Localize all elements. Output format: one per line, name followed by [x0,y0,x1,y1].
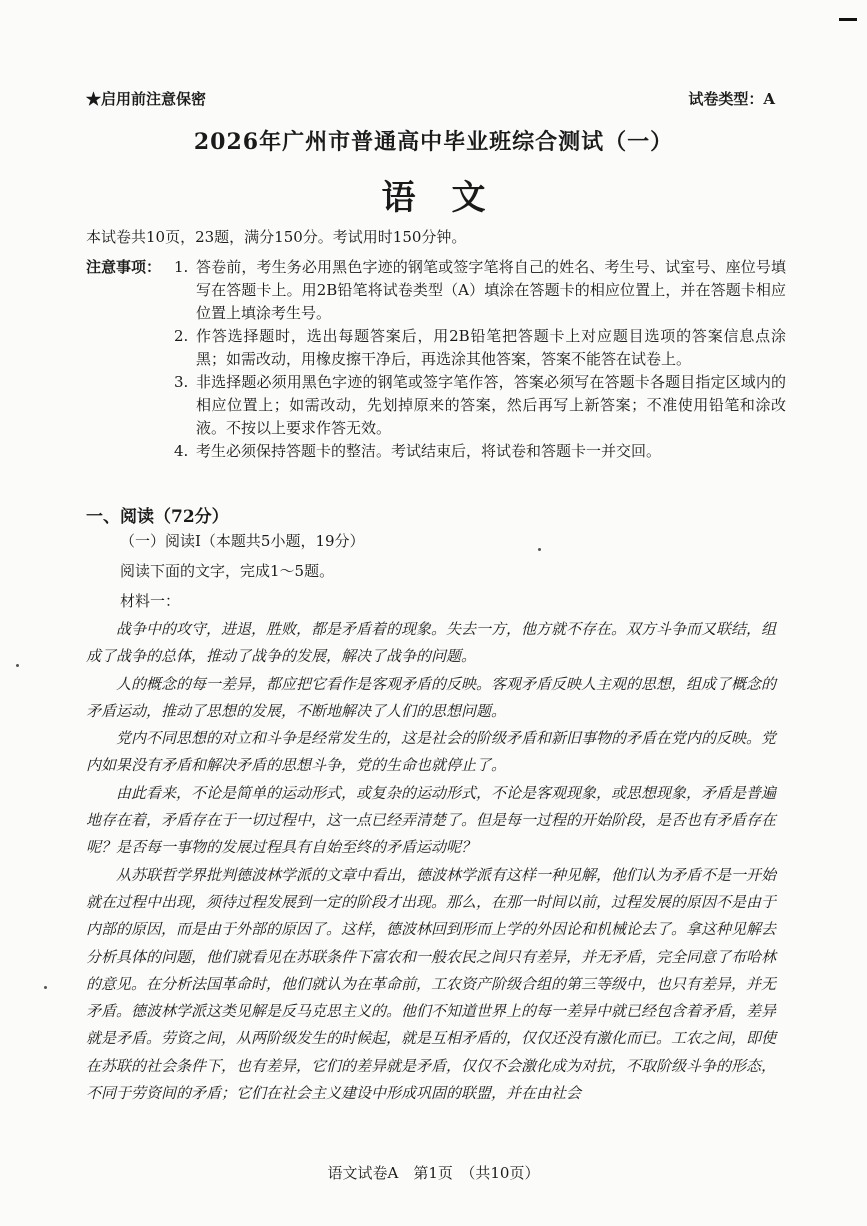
subsection-heading: （一）阅读Ⅰ（本题共5小题，19分） [120,532,365,550]
paragraph: 党内不同思想的对立和斗争是经常发生的，这是社会的阶级矛盾和新旧事物的矛盾在党内的反映。党内如果没有矛盾和解决矛盾的思想斗争，党的生命也就停止了。 [86,729,777,775]
reading-instruction: 阅读下面的文字，完成1～5题。 [120,562,335,580]
note-item [174,325,786,371]
note-item [174,256,786,325]
note-text: 非选择题必须用黑色字迹的钢笔或签字笔作答，答案必须写在答题卡各题目指定区域内的相应位置上；如需改动，先划掉原来的答案，然后再写上新答案；不准使用铅笔和涂改液。不按以上要求作答无效。 [196,373,786,437]
note-text: 作答选择题时，选出每题答案后，用2B铅笔把答题卡上对应题目选项的答案信息点涂黑；如需改动，用橡皮擦干净后，再选涂其他答案，答案不能答在试卷上。 [196,327,786,368]
paragraph: 人的概念的每一差异，都应把它看作是客观矛盾的反映。客观矛盾反映人主观的思想，组成了概念的矛盾运动，推动了思想的发展，不断地解决了人们的思想问题。 [86,674,777,720]
note-number: 3. [174,373,189,391]
confidential-notice: ★启用前注意保密 [86,90,207,108]
subject-title: 语文 [381,178,522,218]
corner-mark [839,18,857,21]
note-text: 考生必须保持答题卡的整洁。考试结束后，将试卷和答题卡一并交回。 [196,442,662,460]
paragraph: 战争中的攻守，进退，胜败，都是矛盾着的现象。失去一方，他方就不存在。双方斗争而又联结，组成了战争的总体，推动了战争的发展，解决了战争的问题。 [86,620,777,666]
notes-label: 注意事项： [86,258,162,276]
note-text: 答卷前，考生务必用黑色字迹的钢笔或签字笔将自己的姓名、考生号、试室号、座位号填写在答题卡上。用2B铅笔将试卷类型（A）填涂在答题卡的相应位置上，并在答题卡相应位置上填涂考生号。 [196,258,786,322]
header-bar [86,88,775,109]
note-number: 4. [174,442,189,460]
page-footer: 语文试卷A 第1页 （共10页） [327,1164,540,1182]
exam-title: 2026年广州市普通高中毕业班综合测试（一） [193,129,674,155]
section-heading: 一、阅读（72分） [86,507,229,527]
scan-speck [16,664,19,667]
material-label: 材料一： [120,592,181,610]
note-number: 1. [174,258,189,276]
scan-speck [44,986,47,989]
note-item [174,440,786,463]
note-number: 2. [174,327,189,345]
paragraph: 从苏联哲学界批判德波林学派的文章中看出，德波林学派有这样一种见解，他们认为矛盾不是一开始就在过程中出现，须待过程发展到一定的阶段才出现。那么，在那一时间以前，过程发展的原因不是由于内部的原因，而是由于外部的原因了。这样，德波林回到形而上学的外因论和机械论去了。拿这种见解去分析具体的问题，他们就看见在苏联条件下富农和一般农民之间只有差异，并无矛盾，完全同意了布哈林的意见。在分析法国革命时，他们就认为在革命前，工农资产阶级合组的第三等级中，也只有差异，并无矛盾。德波林学派这类见解是反马克思主义的。他们不知道世界上的每一差异中就已经包含着矛盾，差异就是矛盾。劳资之间，从两阶级发生的时候起，就是互相矛盾的，仅仅还没有激化而已。工农之间，即使在苏联的社会条件下，也有差异，它们的差异就是矛盾，仅仅不会激化成为对抗，不取阶级斗争的形态，不同于劳资间的矛盾；它们在社会主义建设中形成巩固的联盟，并在由社会 [86,865,777,1103]
exam-info: 本试卷共10页，23题，满分150分。考试用时150分钟。 [86,228,467,246]
note-item [174,371,786,440]
paragraph: 由此看来，不论是简单的运动形式，或复杂的运动形式，不论是客观现象，或思想现象，矛盾是普遍地存在着，矛盾存在于一切过程中，这一点已经弄清楚了。但是每一过程的开始阶段，是否也有矛盾存在呢？是否每一事物的发展过程具有自始至终的矛盾运动呢？ [86,783,777,857]
paper-type: 试卷类型：A [688,90,775,108]
scan-speck [538,548,541,551]
material-body [86,616,776,1107]
notes-block [86,256,786,463]
